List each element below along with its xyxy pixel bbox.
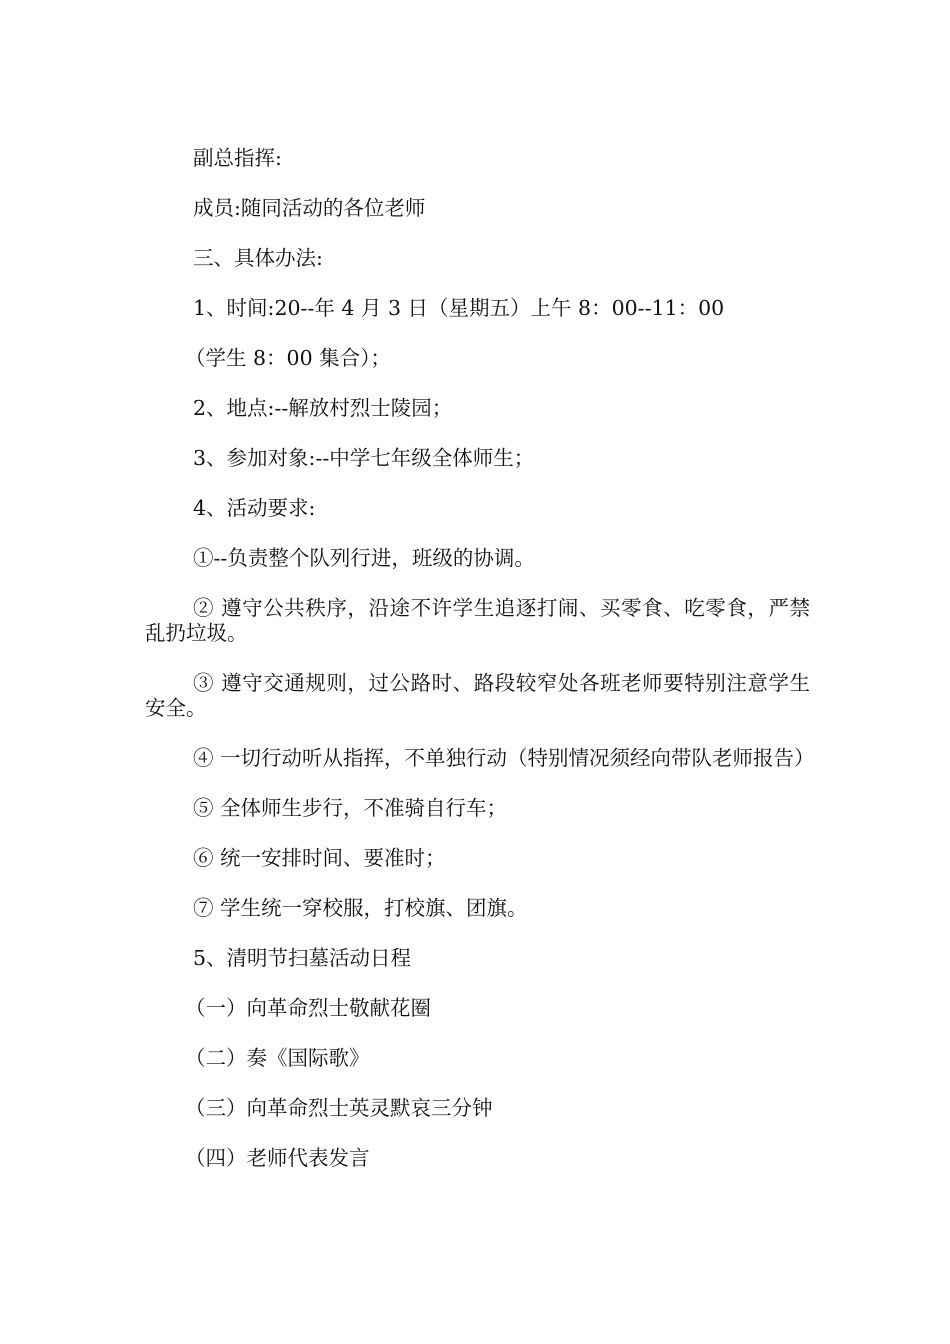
schedule-item-4: （四）老师代表发言 (185, 1146, 370, 1170)
requirement-item-6: ⑥ 统一安排时间、要准时； (193, 846, 446, 870)
paragraph-location: 2、地点:--解放村烈士陵园； (193, 396, 453, 420)
paragraph-members: 成员:随同活动的各位老师 (193, 196, 426, 220)
requirement-item-5: ⑤ 全体师生步行，不准骑自行车； (193, 796, 508, 820)
requirement-item-4: ④ 一切行动听从指挥，不单独行动（特别情况须经向带队老师报告） (193, 746, 815, 770)
document-body (145, 146, 815, 1196)
paragraph-deputy-commander: 副总指挥: (193, 146, 282, 170)
paragraph-time: 1、时间:20--年 4 月 3 日（星期五）上午 8：00--11：00 (193, 296, 725, 320)
paragraph-participants: 3、参加对象:--中学七年级全体师生； (193, 446, 535, 470)
requirement-item-3: ③ 遵守交通规则，过公路时、路段较窄处各班老师要特别注意学生安全。 (145, 671, 810, 720)
paragraph-requirements-heading: 4、活动要求: (193, 496, 316, 520)
schedule-item-3: （三）向革命烈士英灵默哀三分钟 (185, 1096, 493, 1120)
schedule-item-1: （一）向革命烈士敬献花圈 (185, 996, 431, 1020)
requirement-item-1: ①--负责整个队列行进，班级的协调。 (193, 546, 535, 570)
requirement-item-2: ② 遵守公共秩序，沿途不许学生追逐打闹、买零食、吃零食，严禁乱扔垃圾。 (145, 596, 810, 645)
schedule-item-2: （二）奏《国际歌》 (185, 1046, 370, 1070)
paragraph-schedule-heading: 5、清明节扫墓活动日程 (193, 946, 412, 970)
section-heading-methods: 三、具体办法: (193, 246, 323, 270)
requirement-item-7: ⑦ 学生统一穿校服，打校旗、团旗。 (193, 896, 528, 920)
paragraph-assembly-time: （学生 8：00 集合）； (185, 346, 391, 370)
